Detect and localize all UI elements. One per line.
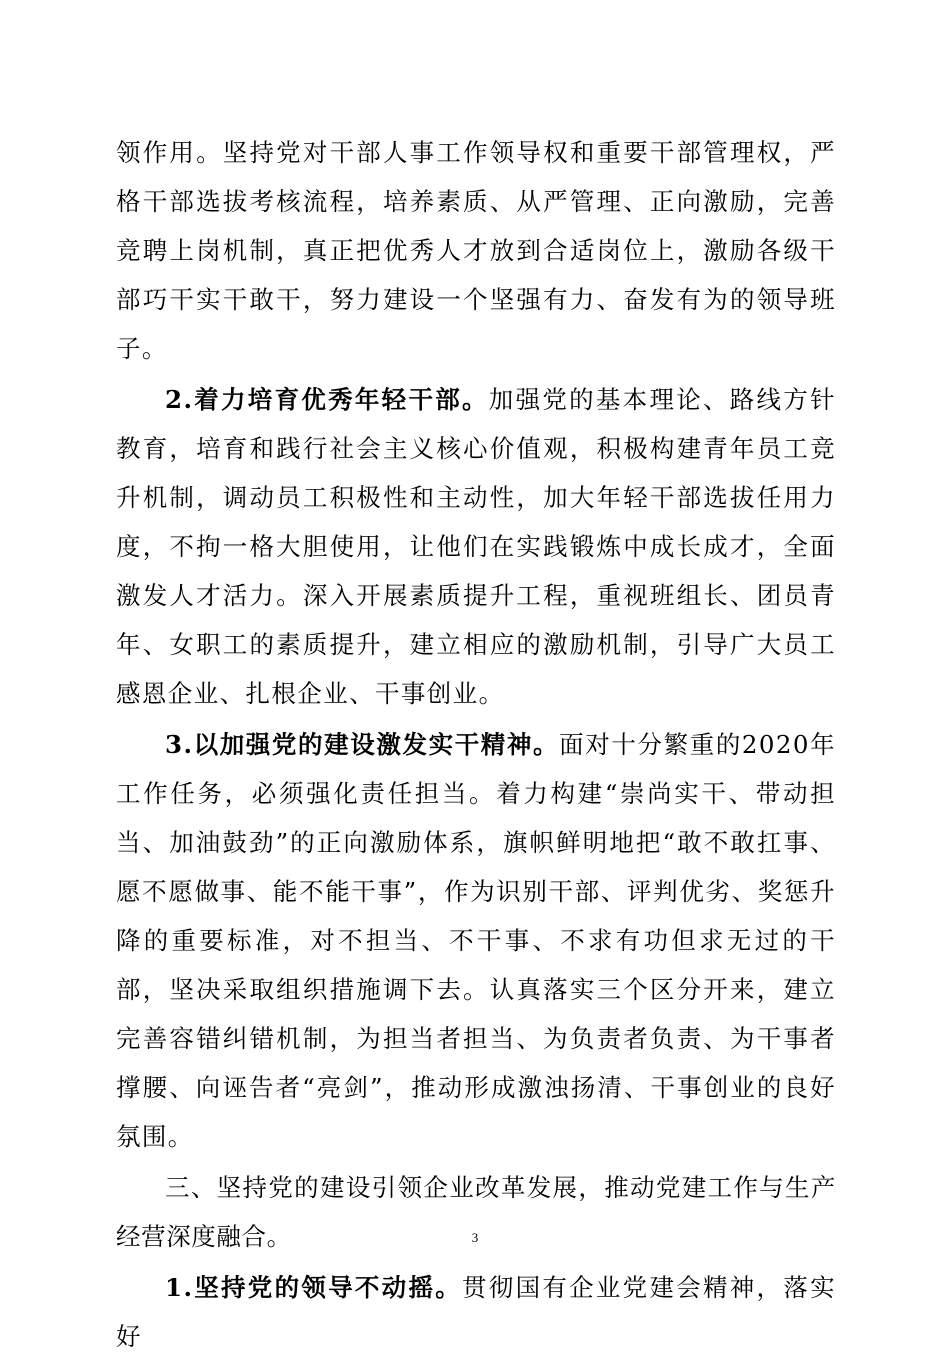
paragraph-young-cadres: [116, 375, 836, 718]
paragraph-lead: 1.坚持党的领导不动摇。: [165, 1273, 463, 1302]
paragraph-lead: 2.着力培育优秀年轻干部。: [165, 385, 489, 414]
paragraph-party-leadership: [116, 1263, 836, 1361]
paragraph-lead: 3.以加强党的建设激发实干精神。: [165, 730, 560, 759]
paragraph-practical-spirit: [116, 720, 836, 1161]
paragraph-text: 贯彻国有企业党建会精神，落实好: [116, 1273, 836, 1351]
paragraph-text: 领作用。坚持党对干部人事工作领导权和重要干部管理权，严格干部选拔考核流程，培养素质、从严管理、正向激励，完善竞聘上岗机制，真正把优秀人才放到合适岗位上，激励各级干部巧干实干敢干，努力建设一个坚强有力、奋发有为的领导班子。: [116, 138, 836, 363]
paragraph-text: 面对十分繁重的2020年工作任务，必须强化责任担当。着力构建“崇尚实干、带动担当、加油鼓劲”的正向激励体系，旗帜鲜明地把“敢不敢扛事、愿不愿做事、能不能干事”，作为识别干部、评判优劣、奖惩升降的重要标准，对不担当、不干事、不求有功但求无过的干部，坚决采取组织措施调下去。认真落实三个区分开来，建立完善容错纠错机制，为担当者担当、为负责者负责、为干事者撑腰、向诬告者“亮剑”，推动形成激浊扬清、干事创业的良好氛围。: [116, 730, 836, 1151]
document-body: [116, 128, 836, 1363]
paragraph-text: 加强党的基本理论、路线方针教育，培育和践行社会主义核心价值观，积极构建青年员工竞升机制，调动员工积极性和主动性，加大年轻干部选拔任用力度，不拘一格大胆使用，让他们在实践锻炼中成长成才，全面激发人才活力。深入开展素质提升工程，重视班组长、团员青年、女职工的素质提升，建立相应的激励机制，引导广大员工感恩企业、扎根企业、干事创业。: [116, 385, 837, 708]
paragraph-continued: [116, 128, 836, 373]
page-number: 3: [471, 1230, 479, 1245]
section-heading: 三、坚持党的建设引领企业改革发展，推动党建工作与生产经营深度融合。: [116, 1173, 836, 1251]
